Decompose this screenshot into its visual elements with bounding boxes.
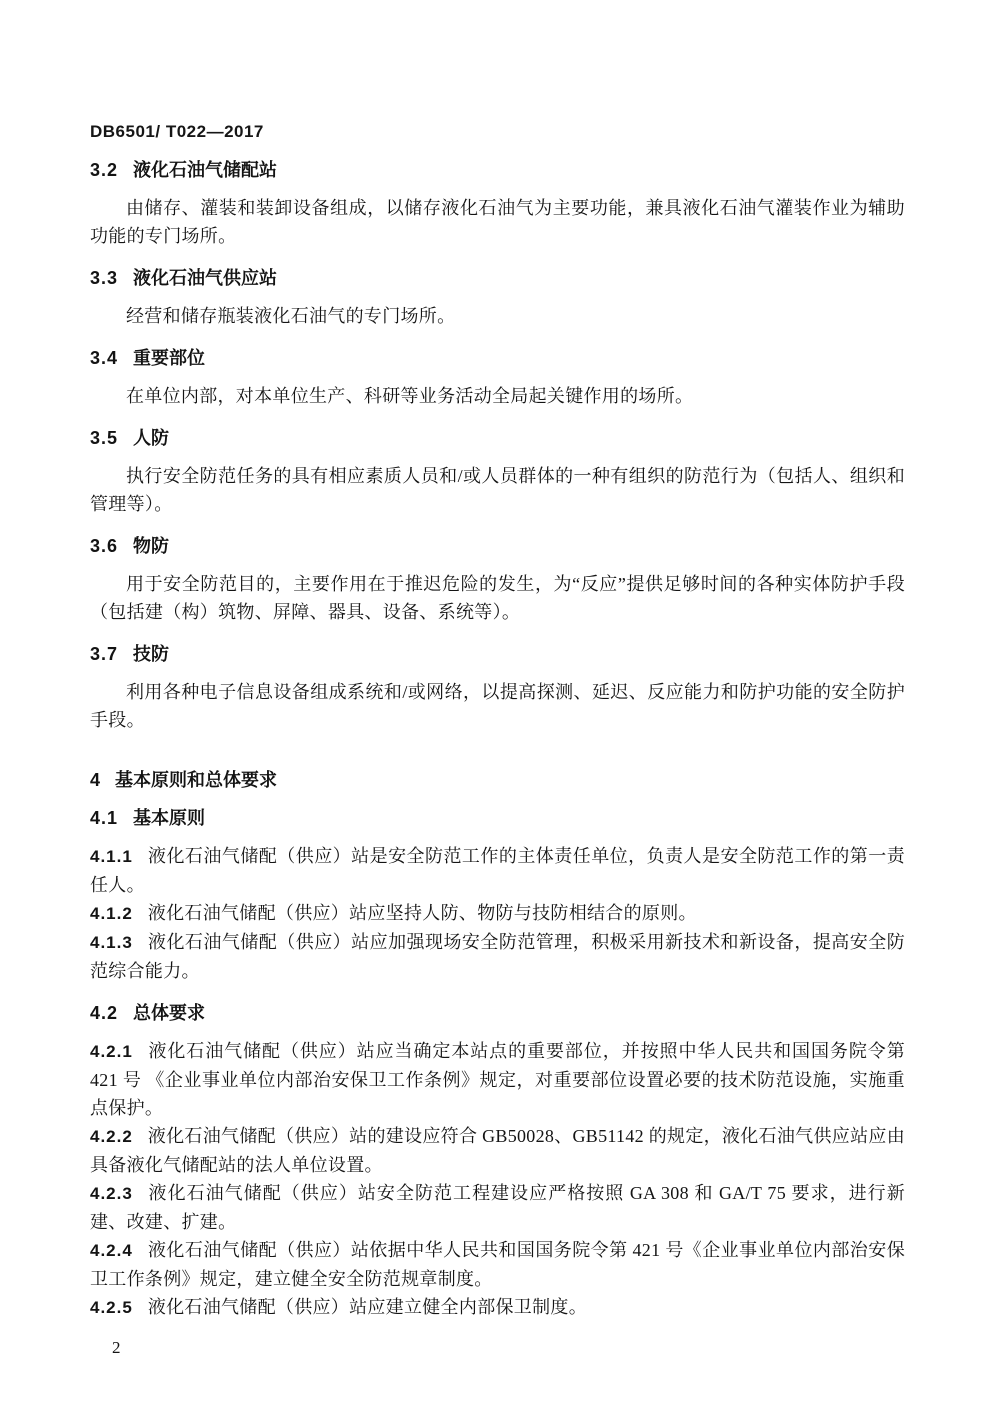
- term-title: 液化石油气供应站: [133, 268, 278, 288]
- term-heading-3-2: [90, 160, 905, 180]
- chapter-title: 基本原则和总体要求: [115, 770, 278, 790]
- term-heading-3-7: [90, 644, 905, 664]
- subsection-number: 4.2: [90, 1003, 119, 1023]
- term-definition-3-6: 用于安全防范目的，主要作用在于推迟危险的发生，为“反应”提供足够时间的各种实体防护手段（包括建（构）筑物、屏障、器具、设备、系统等）。: [90, 574, 905, 622]
- term-definition-3-3: 经营和储存瓶装液化石油气的专门场所。: [126, 306, 456, 326]
- term-heading-3-3: [90, 268, 905, 288]
- term-number: 3.4: [90, 348, 119, 368]
- term-definition-3-5: 执行安全防范任务的具有相应素质人员和/或人员群体的一种有组织的防范行为（包括人、组织和管理等）。: [90, 466, 905, 514]
- clause-text: 液化石油气储配（供应）站应坚持人防、物防与技防相结合的原则。: [147, 903, 697, 923]
- term-number: 3.3: [90, 268, 119, 288]
- clause-4-2-3: [90, 1179, 905, 1236]
- term-number: 3.7: [90, 644, 119, 664]
- clause-number: 4.1.2: [90, 904, 133, 923]
- clause-number: 4.2.2: [90, 1127, 133, 1146]
- page-number: 2: [112, 1338, 121, 1357]
- clause-number: 4.1.1: [90, 847, 133, 866]
- clause-number: 4.2.5: [90, 1298, 133, 1317]
- subsection-number: 4.1: [90, 808, 119, 828]
- term-number: 3.6: [90, 536, 119, 556]
- clause-number: 4.2.3: [90, 1184, 133, 1203]
- term-definition-3-2: 由储存、灌装和装卸设备组成，以储存液化石油气为主要功能，兼具液化石油气灌装作业为辅助功能的专门场所。: [90, 198, 905, 246]
- clause-4-2-2: [90, 1122, 905, 1179]
- clause-4-1-1: [90, 842, 905, 899]
- term-title: 物防: [133, 536, 170, 556]
- term-title: 重要部位: [133, 348, 206, 368]
- term-number: 3.2: [90, 160, 119, 180]
- term-number: 3.5: [90, 428, 119, 448]
- term-heading-3-4: [90, 348, 905, 368]
- term-title: 技防: [133, 644, 170, 664]
- clause-text: 液化石油气储配（供应）站应当确定本站点的重要部位，并按照中华人民共和国国务院令第 421 号 《企业事业单位内部治安保卫工作条例》规定，对重要部位设置必要的技术防范设施，实施重点保护。: [90, 1041, 905, 1118]
- term-heading-3-5: [90, 428, 905, 448]
- clause-text: 液化石油气储配（供应）站依据中华人民共和国国务院令第 421 号《企业事业单位内部治安保卫工作条例》规定，建立健全安全防范规章制度。: [90, 1240, 905, 1289]
- clause-4-2-4: [90, 1236, 905, 1293]
- subsection-heading-4-2: [90, 1003, 905, 1023]
- clause-number: 4.2.4: [90, 1241, 133, 1260]
- term-title: 液化石油气储配站: [133, 160, 278, 180]
- chapter-number: 4: [90, 770, 101, 790]
- clause-text: 液化石油气储配（供应）站的建设应符合 GB50028、GB51142 的规定，液化石油气供应站应由具备液化气储配站的法人单位设置。: [90, 1126, 905, 1175]
- clause-4-2-1: [90, 1037, 905, 1122]
- document-code: DB6501/ T022—2017: [90, 122, 264, 141]
- clause-4-1-3: [90, 928, 905, 985]
- term-definition-3-4: 在单位内部，对本单位生产、科研等业务活动全局起关键作用的场所。: [126, 386, 694, 406]
- chapter-heading-4: [90, 770, 905, 790]
- subsection-heading-4-1: [90, 808, 905, 828]
- term-title: 人防: [133, 428, 170, 448]
- term-definition-3-7: 利用各种电子信息设备组成系统和/或网络，以提高探测、延迟、反应能力和防护功能的安全防护手段。: [90, 682, 905, 730]
- clause-text: 液化石油气储配（供应）站是安全防范工作的主体责任单位，负责人是安全防范工作的第一责任人。: [90, 846, 905, 895]
- clause-4-2-5: [90, 1293, 905, 1322]
- subsection-title: 基本原则: [133, 808, 206, 828]
- clause-text: 液化石油气储配（供应）站应建立健全内部保卫制度。: [147, 1297, 588, 1317]
- clause-number: 4.2.1: [90, 1042, 133, 1061]
- clause-4-1-2: [90, 899, 905, 928]
- clause-number: 4.1.3: [90, 933, 133, 952]
- clause-text: 液化石油气储配（供应）站安全防范工程建设应严格按照 GA 308 和 GA/T 75 要求，进行新建、改建、扩建。: [90, 1183, 905, 1232]
- clause-text: 液化石油气储配（供应）站应加强现场安全防范管理，积极采用新技术和新设备，提高安全防范综合能力。: [90, 932, 905, 981]
- subsection-title: 总体要求: [133, 1003, 206, 1023]
- term-heading-3-6: [90, 536, 905, 556]
